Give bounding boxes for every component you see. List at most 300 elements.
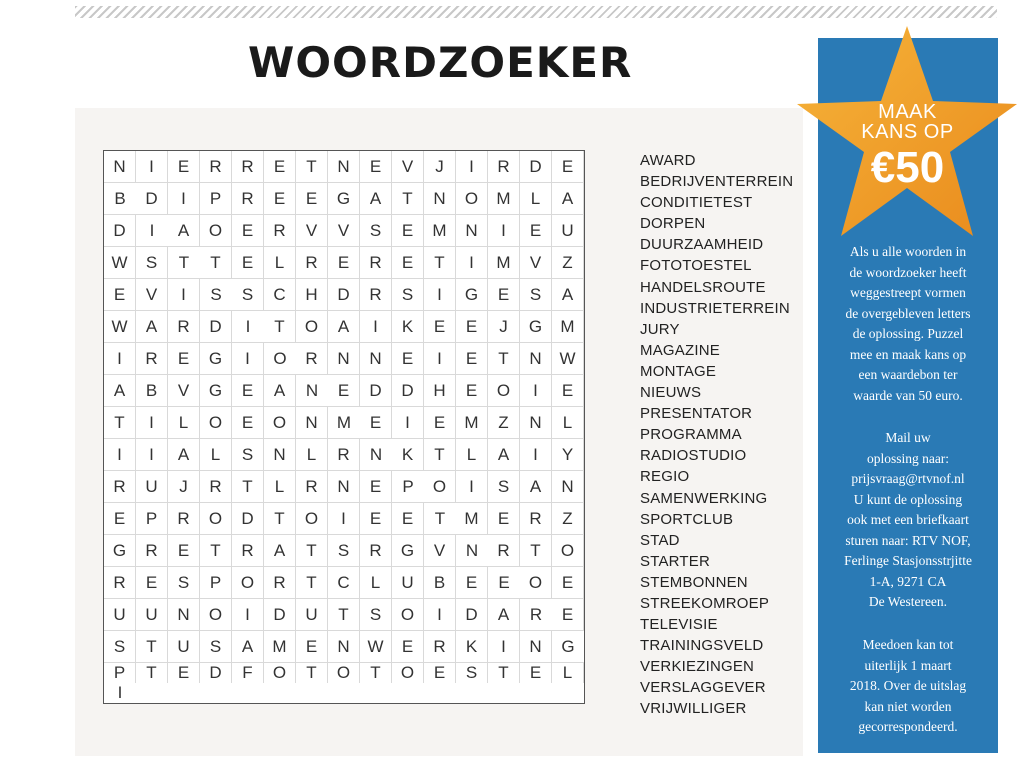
grid-cell: O xyxy=(552,535,584,567)
grid-cell: S xyxy=(520,279,552,311)
info-line: Meedoen kan tot xyxy=(862,637,954,652)
grid-cell: Z xyxy=(552,247,584,279)
grid-cell: O xyxy=(520,567,552,599)
grid-cell: U xyxy=(104,599,136,631)
grid-cell: I xyxy=(168,279,200,311)
grid-cell: O xyxy=(264,663,296,683)
grid-cell: E xyxy=(232,215,264,247)
grid-cell: E xyxy=(360,407,392,439)
grid-cell: I xyxy=(117,683,123,702)
grid-cell: L xyxy=(296,439,328,471)
grid-cell: P xyxy=(200,183,232,215)
grid-cell: A xyxy=(552,279,584,311)
word-list-item: FOTOTOESTEL xyxy=(640,257,752,275)
grid-cell: U xyxy=(136,471,168,503)
grid-cell: P xyxy=(104,663,136,683)
grid-cell: R xyxy=(264,567,296,599)
grid-cell: T xyxy=(520,535,552,567)
grid-cell: W xyxy=(104,311,136,343)
word-search-grid xyxy=(103,150,585,704)
grid-cell: T xyxy=(168,247,200,279)
grid-cell: E xyxy=(360,471,392,503)
grid-cell: E xyxy=(168,343,200,375)
grid-cell: B xyxy=(424,567,456,599)
grid-cell: D xyxy=(200,311,232,343)
grid-cell: O xyxy=(456,183,488,215)
grid-cell: T xyxy=(488,343,520,375)
grid-cell: I xyxy=(392,407,424,439)
grid-cell: O xyxy=(264,407,296,439)
grid-cell: S xyxy=(328,535,360,567)
grid-cell: I xyxy=(104,439,136,471)
grid-cell: Z xyxy=(552,503,584,535)
grid-cell: R xyxy=(360,279,392,311)
grid-cell: E xyxy=(264,151,296,183)
grid-cell: O xyxy=(200,503,232,535)
grid-cell: I xyxy=(232,599,264,631)
grid-cell: I xyxy=(328,503,360,535)
grid-cell: E xyxy=(520,215,552,247)
grid-cell: E xyxy=(104,279,136,311)
word-list-item: TRAININGSVELD xyxy=(640,637,764,655)
grid-cell: N xyxy=(296,375,328,407)
word-list-item: BEDRIJVENTERREIN xyxy=(640,173,794,191)
grid-cell: O xyxy=(200,407,232,439)
grid-cell: K xyxy=(392,311,424,343)
grid-cell: E xyxy=(392,631,424,663)
grid-cell: I xyxy=(488,631,520,663)
grid-cell: N xyxy=(328,631,360,663)
word-list-item: SPORTCLUB xyxy=(640,510,734,528)
grid-cell: I xyxy=(168,183,200,215)
info-line: gecorrespondeerd. xyxy=(858,719,958,734)
grid-cell: A xyxy=(488,439,520,471)
page-title: WOORDZOEKER xyxy=(248,38,633,87)
grid-cell: V xyxy=(296,215,328,247)
grid-cell: G xyxy=(552,631,584,663)
grid-cell: S xyxy=(168,567,200,599)
grid-cell: R xyxy=(520,599,552,631)
grid-cell: T xyxy=(296,535,328,567)
grid-cell: T xyxy=(424,247,456,279)
grid-cell: T xyxy=(488,663,520,683)
grid-cell: H xyxy=(296,279,328,311)
grid-cell: I xyxy=(136,439,168,471)
grid-cell: E xyxy=(488,567,520,599)
word-list-item: INDUSTRIETERREIN xyxy=(640,299,790,317)
info-line: U kunt de oplossing xyxy=(853,491,963,507)
grid-cell: G xyxy=(392,535,424,567)
grid-cell: A xyxy=(328,311,360,343)
info-line: weggestreept vormen xyxy=(850,285,966,300)
grid-cell: M xyxy=(488,247,520,279)
info-line: mee en maak kans op xyxy=(849,346,967,362)
puzzle-panel xyxy=(75,108,803,756)
grid-cell: O xyxy=(392,663,424,683)
deadline-paragraph xyxy=(818,635,998,738)
info-line: de woordzoeker heeft xyxy=(849,264,967,280)
grid-cell: R xyxy=(104,471,136,503)
info-line: waarde van 50 euro. xyxy=(853,387,963,403)
grid-cell: L xyxy=(264,471,296,503)
grid-cell: D xyxy=(360,375,392,407)
grid-cell: N xyxy=(456,535,488,567)
grid-cell: O xyxy=(488,375,520,407)
grid-cell: I xyxy=(136,151,168,183)
grid-cell: I xyxy=(456,151,488,183)
grid-cell: N xyxy=(328,471,360,503)
grid-cell: V xyxy=(424,535,456,567)
word-list-item: MAGAZINE xyxy=(640,341,720,359)
grid-cell: R xyxy=(360,535,392,567)
grid-cell: E xyxy=(360,503,392,535)
grid-cell: T xyxy=(424,439,456,471)
grid-cell: T xyxy=(392,183,424,215)
grid-cell: E xyxy=(552,151,584,183)
grid-cell: E xyxy=(392,247,424,279)
grid-cell: E xyxy=(232,375,264,407)
grid-cell: V xyxy=(168,375,200,407)
grid-cell: T xyxy=(360,663,392,683)
word-list-item: NIEUWS xyxy=(640,384,702,402)
grid-cell: H xyxy=(424,375,456,407)
grid-cell: Y xyxy=(552,439,584,471)
grid-cell: N xyxy=(264,439,296,471)
grid-cell: N xyxy=(424,183,456,215)
info-line: uiterlijk 1 maart xyxy=(864,657,952,673)
grid-cell: D xyxy=(136,183,168,215)
grid-cell: O xyxy=(424,471,456,503)
grid-cell: B xyxy=(136,375,168,407)
grid-cell: O xyxy=(264,343,296,375)
grid-cell: W xyxy=(104,247,136,279)
grid-cell: E xyxy=(104,503,136,535)
grid-cell: W xyxy=(552,343,584,375)
grid-cell: E xyxy=(296,631,328,663)
grid-cell: E xyxy=(456,311,488,343)
info-line: een waardebon ter xyxy=(858,367,958,382)
grid-cell: E xyxy=(296,183,328,215)
grid-cell: T xyxy=(296,151,328,183)
grid-cell: E xyxy=(392,503,424,535)
grid-cell: R xyxy=(168,311,200,343)
grid-cell: I xyxy=(520,439,552,471)
grid-cell: U xyxy=(168,631,200,663)
grid-cell: Z xyxy=(488,407,520,439)
promo-prize: €50 xyxy=(870,143,945,192)
grid-cell: N xyxy=(360,343,392,375)
grid-cell: M xyxy=(424,215,456,247)
grid-cell: A xyxy=(104,375,136,407)
word-list-item: VRIJWILLIGER xyxy=(640,700,747,718)
grid-cell: V xyxy=(136,279,168,311)
grid-cell: S xyxy=(232,279,264,311)
info-line: Ferlinge Stasjonsstrjitte xyxy=(844,553,972,568)
grid-cell: G xyxy=(520,311,552,343)
grid-cell: R xyxy=(200,471,232,503)
grid-cell: N xyxy=(328,151,360,183)
grid-cell: K xyxy=(456,631,488,663)
info-line: Als u alle woorden in xyxy=(849,244,967,259)
grid-cell: E xyxy=(552,375,584,407)
grid-cell: E xyxy=(552,599,584,631)
grid-cell: I xyxy=(424,599,456,631)
info-line: oplossing naar: xyxy=(866,450,950,466)
word-list-item: DUURZAAMHEID xyxy=(640,236,764,254)
grid-cell: N xyxy=(520,343,552,375)
grid-cell: E xyxy=(552,567,584,599)
grid-cell: N xyxy=(296,407,328,439)
word-list-item: PRESENTATOR xyxy=(640,405,753,423)
grid-cell: J xyxy=(424,151,456,183)
word-list-item: STAD xyxy=(640,531,680,549)
grid-cell: S xyxy=(392,279,424,311)
grid-cell: L xyxy=(552,407,584,439)
grid-cell: B xyxy=(104,183,136,215)
grid-cell: N xyxy=(552,471,584,503)
grid-cell: E xyxy=(136,567,168,599)
grid-cell: N xyxy=(328,343,360,375)
grid-cell: S xyxy=(200,631,232,663)
grid-cell: S xyxy=(360,599,392,631)
grid-cell: C xyxy=(328,567,360,599)
grid-cell: E xyxy=(520,663,552,683)
info-line: sturen naar: RTV NOF, xyxy=(845,532,971,548)
grid-cell: T xyxy=(424,503,456,535)
info-line: De Westereen. xyxy=(868,594,948,609)
grid-cell: C xyxy=(264,279,296,311)
grid-cell: S xyxy=(456,663,488,683)
grid-cell: I xyxy=(424,343,456,375)
grid-cell: R xyxy=(520,503,552,535)
grid-cell: E xyxy=(488,503,520,535)
info-line: kan niet worden xyxy=(864,698,952,714)
grid-cell: G xyxy=(200,375,232,407)
grid-cell: E xyxy=(264,183,296,215)
grid-cell: U xyxy=(392,567,424,599)
grid-cell: O xyxy=(296,311,328,343)
grid-cell: R xyxy=(200,151,232,183)
grid-cell: R xyxy=(232,151,264,183)
grid-cell: E xyxy=(424,663,456,683)
grid-cell: N xyxy=(104,151,136,183)
grid-cell: D xyxy=(200,663,232,683)
grid-cell: T xyxy=(264,311,296,343)
grid-cell: L xyxy=(168,407,200,439)
grid-cell: L xyxy=(456,439,488,471)
grid-cell: I xyxy=(488,215,520,247)
grid-cell: E xyxy=(328,247,360,279)
word-list-item: AWARD xyxy=(640,152,696,169)
grid-cell: O xyxy=(328,663,360,683)
grid-cell: D xyxy=(456,599,488,631)
grid-cell: L xyxy=(552,663,584,683)
grid-cell: E xyxy=(392,343,424,375)
grid-cell: R xyxy=(136,343,168,375)
grid-cell: E xyxy=(168,663,200,683)
grid-cell: R xyxy=(104,567,136,599)
grid-cell: E xyxy=(168,151,200,183)
grid-cell: D xyxy=(520,151,552,183)
grid-cell: T xyxy=(232,471,264,503)
grid-cell: T xyxy=(296,567,328,599)
instructions-paragraph xyxy=(818,242,998,406)
grid-cell: E xyxy=(456,343,488,375)
grid-cell: E xyxy=(424,311,456,343)
promo-line-1: MAAK xyxy=(878,101,937,123)
grid-cell: R xyxy=(232,535,264,567)
grid-cell: W xyxy=(360,631,392,663)
grid-cell: T xyxy=(328,599,360,631)
grid-cell: R xyxy=(424,631,456,663)
grid-cell: N xyxy=(520,631,552,663)
grid-cell: A xyxy=(520,471,552,503)
grid-cell: R xyxy=(296,343,328,375)
grid-cell: R xyxy=(168,503,200,535)
word-list-item: JURY xyxy=(640,320,680,338)
grid-cell: A xyxy=(168,439,200,471)
grid-cell: O xyxy=(200,599,232,631)
grid-cell: R xyxy=(264,215,296,247)
grid-cell: D xyxy=(328,279,360,311)
grid-cell: A xyxy=(552,183,584,215)
grid-cell: M xyxy=(552,311,584,343)
grid-cell: R xyxy=(296,247,328,279)
grid-cell: I xyxy=(360,311,392,343)
grid-cell: G xyxy=(104,535,136,567)
grid-cell: R xyxy=(488,535,520,567)
grid-cell: R xyxy=(328,439,360,471)
grid-cell: S xyxy=(360,215,392,247)
grid-cell: K xyxy=(392,439,424,471)
grid-cell: A xyxy=(168,215,200,247)
grid-cell: T xyxy=(296,663,328,683)
grid-cell: I xyxy=(136,407,168,439)
grid-cell: M xyxy=(328,407,360,439)
word-list-item: HANDELSROUTE xyxy=(640,278,766,296)
grid-cell: A xyxy=(264,375,296,407)
grid-cell: R xyxy=(296,471,328,503)
grid-cell: S xyxy=(200,279,232,311)
grid-cell: E xyxy=(328,375,360,407)
grid-cell: I xyxy=(424,279,456,311)
grid-cell: T xyxy=(264,503,296,535)
grid-cell: N xyxy=(360,439,392,471)
grid-cell: T xyxy=(136,631,168,663)
word-list-item: STEMBONNEN xyxy=(640,573,748,591)
word-list-item: TELEVISIE xyxy=(640,616,718,634)
grid-cell: S xyxy=(488,471,520,503)
grid-cell: O xyxy=(392,599,424,631)
grid-cell: A xyxy=(360,183,392,215)
grid-cell: G xyxy=(328,183,360,215)
grid-cell: G xyxy=(456,279,488,311)
grid-cell: R xyxy=(136,535,168,567)
word-list-item: STREEKOMROEP xyxy=(640,594,770,612)
grid-cell: A xyxy=(136,311,168,343)
grid-cell: P xyxy=(136,503,168,535)
word-list-item: VERKIEZINGEN xyxy=(640,658,755,676)
promo-line-2: KANS OP xyxy=(861,121,954,143)
grid-cell: E xyxy=(488,279,520,311)
grid-cell: D xyxy=(264,599,296,631)
grid-cell: E xyxy=(392,215,424,247)
grid-cell: E xyxy=(168,535,200,567)
grid-cell: S xyxy=(104,631,136,663)
submission-paragraph xyxy=(818,428,998,613)
grid-cell: V xyxy=(520,247,552,279)
info-line: 2018. Over de uitslag xyxy=(849,678,967,693)
word-list-item: REGIO xyxy=(640,468,690,486)
grid-cell: J xyxy=(488,311,520,343)
info-line: ook met een briefkaart xyxy=(847,512,969,527)
grid-cell: V xyxy=(328,215,360,247)
grid-cell: M xyxy=(456,407,488,439)
word-list-item: MONTAGE xyxy=(640,362,717,380)
grid-cell: U xyxy=(136,599,168,631)
grid-cell: R xyxy=(360,247,392,279)
word-list-item: RADIOSTUDIO xyxy=(640,447,747,465)
grid-cell: I xyxy=(520,375,552,407)
grid-cell: A xyxy=(232,631,264,663)
grid-cell: A xyxy=(264,535,296,567)
grid-cell: I xyxy=(456,247,488,279)
grid-cell: I xyxy=(232,311,264,343)
grid-cell: A xyxy=(488,599,520,631)
word-list-item: VERSLAGGEVER xyxy=(640,679,766,697)
grid-cell: U xyxy=(552,215,584,247)
grid-cell: T xyxy=(200,247,232,279)
grid-cell: N xyxy=(520,407,552,439)
grid-cell: E xyxy=(424,407,456,439)
grid-cell: R xyxy=(232,183,264,215)
grid-cell: I xyxy=(136,215,168,247)
grid-cell: D xyxy=(232,503,264,535)
grid-cell: T xyxy=(104,407,136,439)
grid-cell: N xyxy=(456,215,488,247)
grid-cell: D xyxy=(392,375,424,407)
grid-cell: O xyxy=(232,567,264,599)
grid-cell: G xyxy=(200,343,232,375)
grid-cell: E xyxy=(360,151,392,183)
grid-cell: E xyxy=(232,407,264,439)
info-line: 1-A, 9271 CA xyxy=(869,573,947,589)
grid-cell: D xyxy=(104,215,136,247)
grid-cell: I xyxy=(456,471,488,503)
grid-cell: M xyxy=(456,503,488,535)
grid-cell: J xyxy=(168,471,200,503)
grid-cell: O xyxy=(296,503,328,535)
word-list-item: DORPEN xyxy=(640,215,706,233)
info-line: de overgebleven letters xyxy=(845,305,971,321)
grid-cell: E xyxy=(232,247,264,279)
grid-cell: I xyxy=(232,343,264,375)
word-list xyxy=(640,150,793,720)
grid-cell: U xyxy=(296,599,328,631)
grid-cell: T xyxy=(200,535,232,567)
email-address: prijsvraag@rtvnof.nl xyxy=(851,471,965,486)
grid-cell: S xyxy=(232,439,264,471)
grid-cell: N xyxy=(168,599,200,631)
info-line: Mail uw xyxy=(885,430,931,445)
grid-cell: L xyxy=(360,567,392,599)
decorative-hatch-bar xyxy=(75,6,997,18)
grid-cell: M xyxy=(488,183,520,215)
grid-cell: E xyxy=(456,567,488,599)
word-list-item: SAMENWERKING xyxy=(640,489,768,507)
grid-cell: L xyxy=(520,183,552,215)
grid-cell: S xyxy=(136,247,168,279)
